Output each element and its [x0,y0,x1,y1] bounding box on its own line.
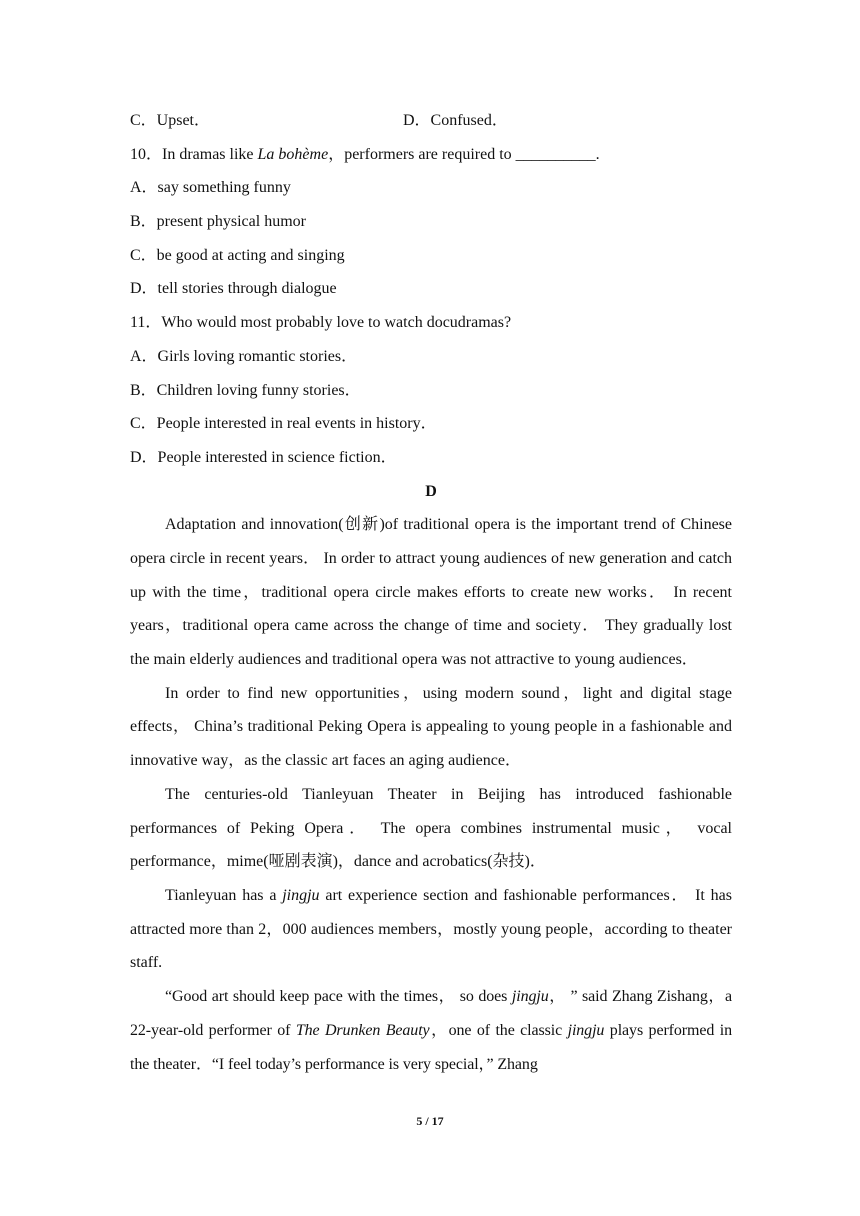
passage-paragraph-2: In order to find new opportunities，using modern sound，light and digital stage effects， China’s traditional Peking Opera is appealing to young people in a fashionable and innovative way，as the classic art faces an aging audience． [130,684,732,770]
option-c-upset: C．Upset． [130,112,211,129]
question-10-stem-part: 10．In dramas like [130,145,258,163]
option-d-confused: D．Confused． [403,112,508,129]
question-11-stem: 11．Who would most probably love to watch docudramas? [130,314,512,332]
paragraph-5-text: ，one of the classic [429,1021,568,1039]
paragraph-4-italic-term: jingju [282,886,320,904]
document-page [130,104,732,1081]
passage-paragraph-1: Adaptation and innovation(创新)of traditional opera is the important trend of Chinese opera circle in recent years． In order to attract young audiences of new generation and catch up with the time，traditional opera circle makes efforts to create new works． In recent years，traditional opera came across the change of time and society． They gradually lost the main elderly audiences and traditional opera was not attractive to young audiences． [130,516,732,669]
section-heading: D [425,482,437,500]
paragraph-5-italic-term: jingju [567,1021,605,1039]
question-11-option-d: D．People interested in science fiction． [130,448,397,466]
question-11-option-c: C．People interested in real events in history． [130,415,437,433]
question-10-stem [130,138,732,172]
question-10-option-a: A．say something funny [130,179,291,197]
passage-paragraph-5 [130,980,732,1081]
question-10-stem-part: ，performers are required to __________. [328,145,600,163]
paragraph-4-text: Tianleyuan has a [165,886,283,904]
passage-paragraph-3: The centuries-old Tianleyuan Theater in Beijing has introduced fashionable performances of Peking Opera． The opera combines instrumental music， vocal performance，mime(哑剧表演)，dance and acrobatics(杂技)． [130,785,732,871]
question-10-option-c: C．be good at acting and singing [130,246,345,264]
question-10-italic-title: La bohème [257,145,329,163]
paragraph-5-text: “Good art should keep pace with the times， so does [165,988,512,1006]
paragraph-5-italic-title: The Drunken Beauty [295,1021,430,1039]
question-11-option-b: B．Children loving funny stories． [130,381,361,399]
paragraph-4-text: art experience section and fashionable performances． It has attracted more than 2，000 audiences members，mostly young people，according to theater staff. [130,886,732,972]
paragraph-5-text: ， ” said Zhang Zishang，a 22-year-old performer of [130,988,733,1039]
question-11-option-a: A．Girls loving romantic stories． [130,347,358,365]
question-10-option-d: D．tell stories through dialogue [130,280,337,298]
question-9-options-cd [130,104,732,138]
question-10-option-b: B．present physical humor [130,213,306,231]
paragraph-5-italic-term: jingju [511,988,549,1006]
passage-paragraph-4 [130,879,732,980]
page-number: 5 / 17 [416,1114,444,1128]
paragraph-5-text: plays performed in the theater．“I feel today’s performance is very special，” Zhang [130,1021,732,1073]
